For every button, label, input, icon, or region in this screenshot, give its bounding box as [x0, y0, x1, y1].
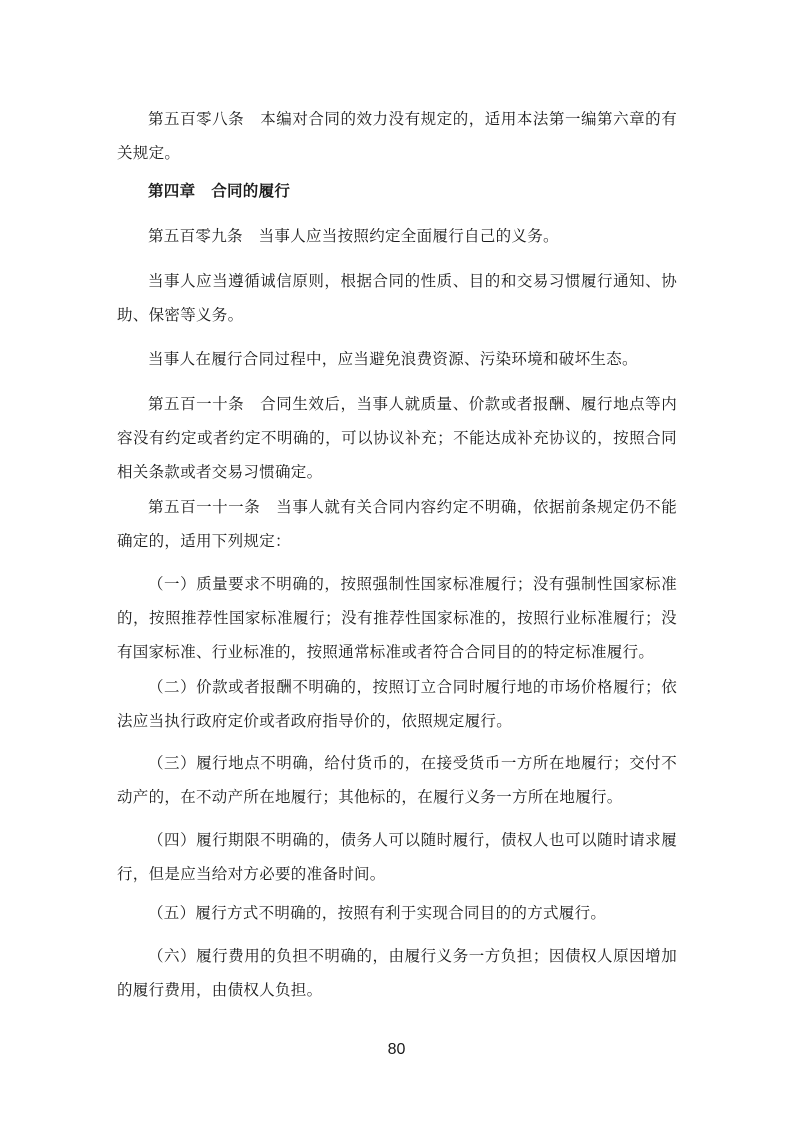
article-511-item-5: （五）履行方式不明确的，按照有利于实现合同目的的方式履行。 — [148, 904, 607, 922]
article-511-item-6: （六）履行费用的负担不明确的，由履行义务一方负担；因债权人原因增加的履行费用，由债权人负担。 — [117, 947, 677, 999]
page-number: 80 — [387, 1041, 406, 1058]
article-511: 第五百一十一条 当事人就有关合同内容约定不明确，依据前条规定仍不能确定的，适用下列规定： — [117, 498, 677, 550]
chapter-heading: 第四章 合同的履行 — [148, 182, 291, 200]
article-510: 第五百一十条 合同生效后，当事人就质量、价款或者报酬、履行地点等内容没有约定或者约定不明确的，可以协议补充；不能达成补充协议的，按照合同相关条款或者交易习惯确定。 — [117, 395, 677, 481]
article-511-item-3: （三）履行地点不明确，给付货币的，在接受货币一方所在地履行；交付不动产的，在不动产所在地履行；其他标的，在履行义务一方所在地履行。 — [117, 754, 677, 806]
article-511-item-2: （二）价款或者报酬不明确的，按照订立合同时履行地的市场价格履行；依法应当执行政府定价或者政府指导价的，依照规定履行。 — [117, 678, 677, 730]
article-511-item-1: （一）质量要求不明确的，按照强制性国家标准履行；没有强制性国家标准的，按照推荐性国家标准履行；没有推荐性国家标准的，按照行业标准履行；没有国家标准、行业标准的，按照通常标准或者符合合同目的的特定标准履行。 — [117, 575, 677, 661]
article-508: 第五百零八条 本编对合同的效力没有规定的，适用本法第一编第六章的有关规定。 — [117, 110, 677, 162]
article-509-paragraph-2: 当事人应当遵循诚信原则，根据合同的性质、目的和交易习惯履行通知、协助、保密等义务。 — [117, 272, 677, 324]
article-509-paragraph-3: 当事人在履行合同过程中，应当避免浪费资源、污染环境和破坏生态。 — [148, 350, 638, 368]
article-509: 第五百零九条 当事人应当按照约定全面履行自己的义务。 — [148, 227, 559, 245]
article-511-item-4: （四）履行期限不明确的，债务人可以随时履行，债权人也可以随时请求履行，但是应当给对方必要的准备时间。 — [117, 831, 677, 883]
